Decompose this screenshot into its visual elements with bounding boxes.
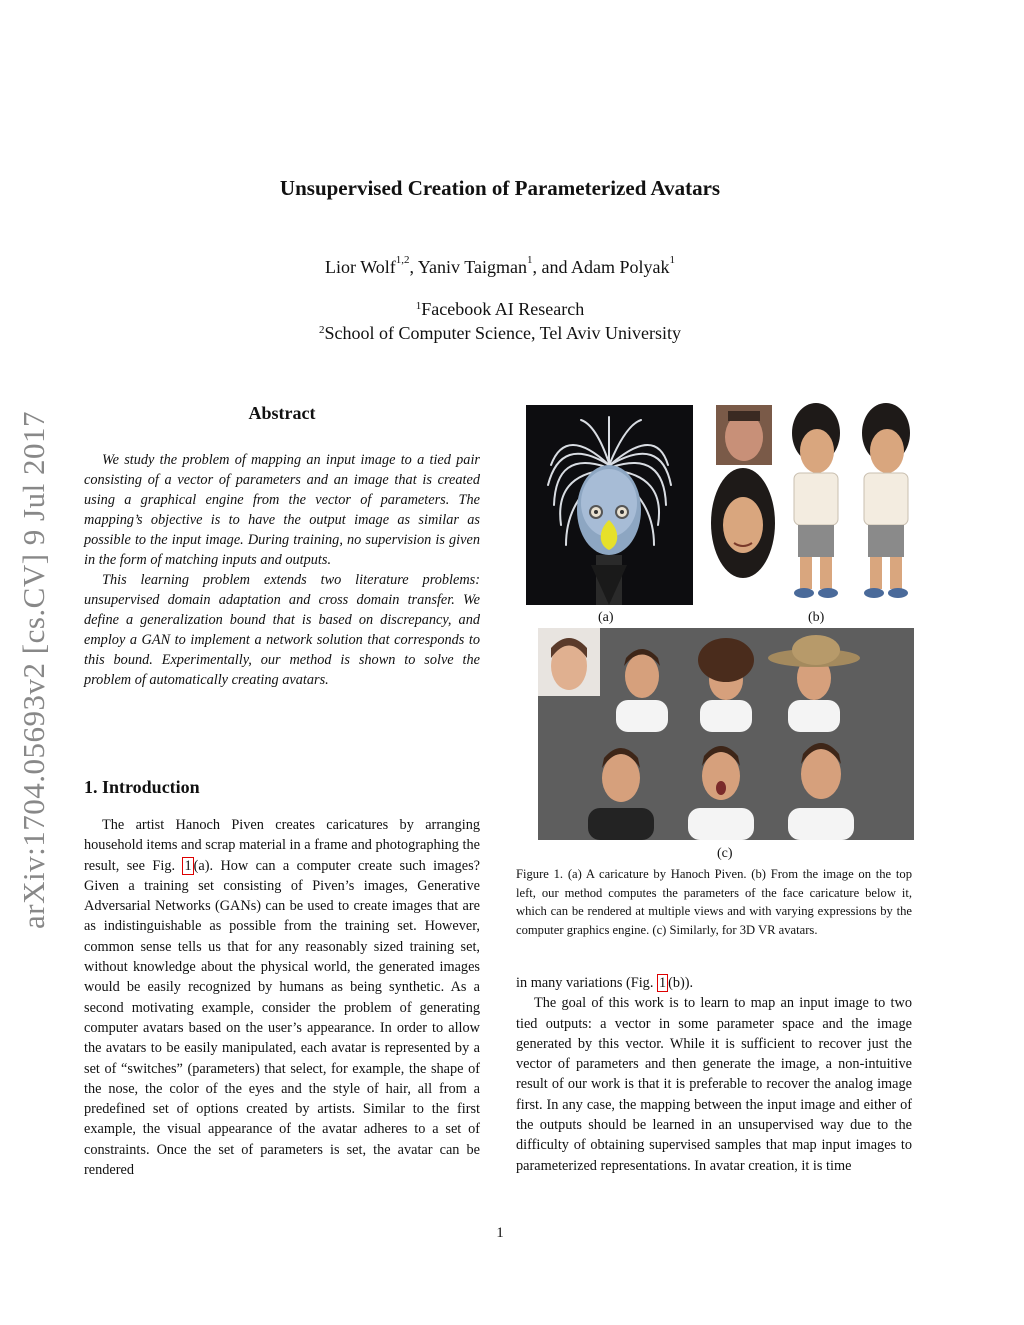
body-paragraph: The goal of this work is to learn to map an input image to two tied outputs: a vector in some parameter space and the image generated by this vector. While it is sufficient to recover just the vector of parameters and then generate the image, a non-intuitive result of our work is that it is preferable to recover the analog image first. In any case, the mapping between the input image and either of the outputs should be learned in an unsupervised way due to the difficulty of obtaining supervised samples that map input images to parameterized representations. In avatar creation, it is time [516, 995, 912, 1174]
abstract-paragraph: We study the problem of mapping an input image to a tied pair consisting of a vector of parameters and an image that is created using a graphical engine from the vector of parameters. The mapping’s objective is to have the output image as similar as possible to the input image. During training, no supervision is given in the form of matching inputs and outputs. [84, 452, 480, 568]
vr-avatars-illustration [538, 628, 914, 840]
page-number: 1 [496, 1225, 504, 1241]
abstract-body [84, 450, 480, 690]
arxiv-stamp [14, 375, 54, 965]
caricature-illustration [526, 405, 693, 605]
abstract-heading: Abstract [248, 403, 316, 423]
affiliations [0, 297, 1000, 345]
arxiv-stamp-text: arXiv:1704.05693v2 [cs.CV] 9 Jul 2017 [16, 411, 51, 929]
author-name: Yaniv Taigman [417, 257, 527, 277]
author-affiliation-mark: 1 [526, 254, 533, 266]
intro-paragraph [84, 815, 480, 1180]
author-affiliation-mark: 1 [669, 254, 675, 266]
figure-1b-label: (b) [808, 610, 825, 625]
affiliation [0, 297, 1000, 321]
abstract-paragraph: This learning problem extends two literature problems: unsupervised domain adaptation and cross domain transfer. We define a generalization bound that is based on discrepancy, and employ a GAN to implement a network solution that corresponds to this bound. Experimentally, our method is shown to solve the problem of automatically creating avatars. [84, 572, 480, 688]
author-separator: , [409, 257, 418, 277]
continued-paragraph [516, 973, 912, 993]
figure-ref-link[interactable]: 1 [184, 857, 192, 874]
affiliation-mark: 1 [415, 300, 422, 312]
affiliation-name: School of Computer Science, Tel Aviv University [324, 323, 682, 343]
figure-1b-avatar-images [706, 403, 920, 605]
bitmoji-avatars-illustration [706, 403, 920, 605]
body-text: (b)). [668, 975, 694, 991]
section-heading-introduction: 1. Introduction [84, 777, 200, 797]
figure-1c-vr-avatar-images [538, 628, 914, 840]
right-column-body [516, 973, 912, 1176]
figure-1a-label: (a) [598, 610, 614, 625]
paper-title: Unsupervised Creation of Parameterized Avatars [279, 176, 721, 200]
author-list [0, 254, 1000, 278]
intro-text: The artist Hanoch Piven creates caricatures by arranging household items and scrap material in a frame and photographing the result, see Fig. [84, 817, 480, 874]
affiliation-name: Facebook AI Research [421, 299, 585, 319]
affiliation [0, 321, 1000, 345]
author-name: Adam Polyak [570, 257, 670, 277]
figure-ref-link[interactable]: 1 [658, 975, 667, 991]
figure-1a-caricature-image [526, 405, 693, 605]
affiliation-mark: 2 [318, 324, 325, 336]
figure-1c-label: (c) [717, 846, 733, 861]
body-text: in many variations (Fig. [516, 975, 657, 991]
introduction-body [84, 815, 480, 1180]
author-separator: , and [532, 257, 571, 277]
figure-1-caption: Figure 1. (a) A caricature by Hanoch Piven. (b) From the image on the top left, our method computes the parameters of the face caricature below it, which can be rendered at multiple views and with varying expressions by the computer graphics engine. (c) Similarly, for 3D VR avatars. [516, 867, 912, 937]
author-affiliation-mark: 1,2 [395, 254, 410, 266]
intro-text: (a). How can a computer create such images? Given a training set consisting of Piven’s images, Generative Adversarial Networks (GANs) can be used to create images that are as indistinguishable as possible from the training set. However, common sense tells us that for any reasonably sized training set, without knowledge about the physical world, the generated images would be easily recognized by humans as being synthetic. As a second motivating example, consider the problem of generating computer avatars based on the user’s appearance. In order to allow the avatars to be easily manipulated, each avatar is represented by a set of “switches” (parameters) that select, for example, the shape of the nose, the color of the eyes and the style of hair, all from a predefined set of options created by artists. Similar to the first example, the visual appearance of the avatar adheres to a set of constraints. Once the set of parameters is set, the avatar can be rendered [84, 857, 480, 1179]
author-name: Lior Wolf [325, 257, 396, 277]
